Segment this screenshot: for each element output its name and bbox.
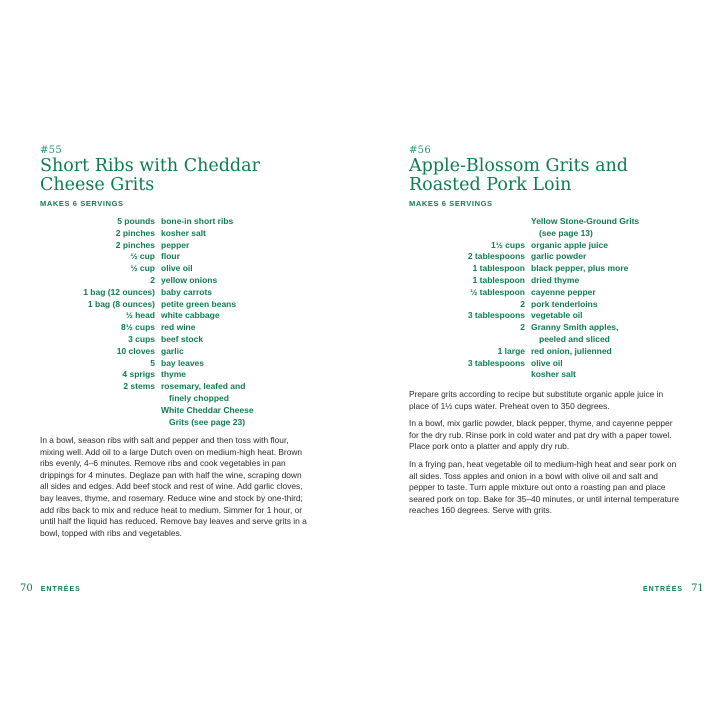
ingredient-row: [40, 251, 340, 263]
ingredient-quantity: 1 tablespoon: [472, 263, 525, 274]
ingredient-name: bay leaves: [161, 357, 205, 368]
ingredient-name: baby carrots: [161, 286, 213, 297]
ingredient-row: [409, 251, 709, 263]
method: [40, 435, 312, 545]
ingredient-quantity: ½ head: [125, 310, 155, 321]
ingredient-quantity: 10 cloves: [116, 345, 155, 356]
ingredient-row: [40, 299, 340, 311]
ingredient-item: [155, 358, 340, 370]
ingredient-quantity: 2: [520, 322, 525, 333]
ingredient-name: kosher salt: [161, 227, 206, 238]
ingredient-quantity: 1½ cups: [490, 239, 525, 250]
ingredient-name: yellow onions: [161, 274, 218, 285]
ingredient-item: [525, 240, 709, 252]
ingredient-name: olive oil: [161, 263, 193, 274]
ingredient-row: [409, 322, 709, 346]
ingredient-item: [155, 240, 340, 252]
ingredient-name: bone-in short ribs: [161, 216, 234, 226]
ingredient-quantity: [409, 216, 525, 240]
ingredient-quantity: 3 tablespoons: [467, 310, 525, 321]
ingredient-row: [409, 275, 709, 287]
ingredient-name-continued: Grits (see page 23): [169, 416, 246, 427]
folio-right: [643, 583, 704, 594]
ingredient-item: [525, 346, 709, 358]
ingredient-item: [155, 322, 340, 334]
recipe-title-line-2: Cheese Grits: [40, 175, 155, 195]
ingredient-row: [40, 240, 340, 252]
ingredient-name: rosemary, leafed and: [161, 381, 246, 392]
ingredient-item: [155, 369, 340, 381]
ingredient-row: [40, 263, 340, 275]
page-number: 70: [20, 583, 33, 594]
ingredient-quantity: 2: [520, 298, 525, 309]
ingredient-name: garlic powder: [531, 251, 587, 262]
ingredient-quantity: 5 pounds: [117, 216, 155, 226]
ingredient-name-continued: finely chopped: [169, 392, 229, 403]
ingredient-name: petite green beans: [161, 298, 237, 309]
ingredient-quantity: 2 pinches: [115, 239, 155, 250]
method-paragraph: In a bowl, mix garlic powder, black pepper, thyme, and cayenne pepper for the dry rub. Rinse pork in cold water and pat dry with a paper towel. Place pork onto a platter and apply dry rub.: [409, 418, 673, 452]
ingredient-row: [40, 381, 340, 405]
ingredient-row: [40, 405, 340, 429]
ingredient-item: [155, 405, 340, 429]
ingredient-name: white cabbage: [161, 310, 220, 321]
ingredient-item: [155, 299, 340, 311]
ingredient-name: organic apple juice: [531, 239, 608, 250]
ingredient-name: olive oil: [531, 357, 563, 368]
ingredient-item: [525, 275, 709, 287]
ingredient-quantity: ½ cup: [130, 251, 155, 262]
ingredient-quantity: 4 sprigs: [122, 369, 155, 380]
method-paragraph: Prepare grits according to recipe but substitute organic apple juice in place of 1½ cups water. Preheat oven to 350 degrees.: [409, 389, 664, 411]
ingredient-name: Yellow Stone-Ground Grits: [531, 216, 640, 226]
ingredient-list: [409, 216, 709, 381]
ingredient-quantity: [409, 369, 525, 381]
ingredient-name: red wine: [161, 322, 196, 333]
ingredient-row: [40, 216, 340, 228]
ingredient-quantity: 3 cups: [128, 333, 155, 344]
ingredient-item: [155, 346, 340, 358]
ingredient-row: [40, 358, 340, 370]
ingredient-item: [525, 369, 709, 381]
ingredient-name: red onion, julienned: [531, 345, 612, 356]
ingredient-name: beef stock: [161, 333, 204, 344]
ingredient-row: [40, 322, 340, 334]
ingredient-row: [40, 310, 340, 322]
ingredient-quantity: 2 pinches: [115, 227, 155, 238]
method: [409, 389, 681, 523]
ingredient-item: [155, 381, 340, 405]
ingredient-item: [525, 263, 709, 275]
ingredient-name: garlic: [161, 345, 184, 356]
ingredient-row: [409, 346, 709, 358]
ingredient-name: flour: [161, 251, 180, 262]
ingredient-name: cayenne pepper: [531, 286, 596, 297]
ingredient-row: [40, 334, 340, 346]
ingredient-quantity: 5: [150, 357, 155, 368]
ingredient-item: [525, 322, 709, 346]
recipe-title: [40, 157, 340, 195]
ingredient-row: [40, 346, 340, 358]
ingredient-name: vegetable oil: [531, 310, 583, 321]
ingredient-item: [155, 251, 340, 263]
ingredient-name: pepper: [161, 239, 190, 250]
ingredient-list: [40, 216, 340, 428]
ingredient-item: [155, 287, 340, 299]
ingredient-item: [525, 299, 709, 311]
folio-left: [20, 583, 81, 594]
ingredient-item: [525, 287, 709, 299]
servings: MAKES 6 SERVINGS: [409, 199, 493, 208]
recipe-title-line-2: Roasted Pork Loin: [409, 175, 572, 195]
ingredient-item: [155, 334, 340, 346]
ingredient-row: [409, 358, 709, 370]
ingredient-quantity: [40, 405, 155, 429]
ingredient-name: kosher salt: [531, 369, 576, 380]
ingredient-item: [155, 216, 340, 228]
ingredient-item: [525, 358, 709, 370]
ingredient-name: pork tenderloins: [531, 298, 598, 309]
ingredient-name-continued: (see page 13): [539, 227, 593, 238]
page-number: 71: [691, 583, 704, 594]
ingredient-row: [40, 275, 340, 287]
ingredient-quantity: 1 bag (12 ounces): [83, 286, 155, 297]
recipe-number: #56: [409, 145, 432, 156]
ingredient-name-continued: peeled and sliced: [539, 333, 610, 344]
ingredient-quantity: 2 tablespoons: [467, 251, 525, 262]
ingredient-item: [155, 275, 340, 287]
ingredient-row: [409, 369, 709, 381]
ingredient-quantity: 1 bag (8 ounces): [87, 298, 155, 309]
recipe-title: [409, 157, 709, 195]
ingredient-row: [40, 369, 340, 381]
ingredient-quantity: 3 tablespoons: [467, 357, 525, 368]
ingredient-name: thyme: [161, 369, 187, 380]
ingredient-row: [409, 310, 709, 322]
ingredient-item: [525, 251, 709, 263]
ingredient-row: [409, 240, 709, 252]
ingredient-row: [40, 228, 340, 240]
ingredient-quantity: ½ cup: [130, 263, 155, 274]
recipe-number: #55: [40, 145, 63, 156]
section-label: ENTRÉES: [643, 586, 684, 593]
ingredient-quantity: ½ tablespoon: [470, 286, 525, 297]
ingredient-name: White Cheddar Cheese: [161, 404, 254, 415]
ingredient-quantity: 2 stems: [123, 381, 155, 392]
ingredient-name: Granny Smith apples,: [531, 322, 619, 333]
ingredient-item: [525, 310, 709, 322]
ingredient-row: [409, 299, 709, 311]
ingredient-row: [409, 263, 709, 275]
ingredient-item: [155, 228, 340, 240]
ingredient-row: [409, 216, 709, 240]
ingredient-item: [155, 310, 340, 322]
ingredient-row: [409, 287, 709, 299]
ingredient-quantity: 2: [150, 274, 155, 285]
ingredient-item: [525, 216, 709, 240]
section-label: ENTRÉES: [40, 586, 81, 593]
ingredient-name: black pepper, plus more: [531, 263, 629, 274]
method-paragraph: In a frying pan, heat vegetable oil to medium-high heat and sear pork on all sides. Toss apples and onion in a bowl with olive oil and salt and pepper to taste. Turn apple mixture out onto a roasting pan and place seared pork on top. Bake for 35–40 minutes, or until internal temperature reaches 160 degrees. Serve with grits.: [409, 458, 680, 516]
ingredient-row: [40, 287, 340, 299]
ingredient-quantity: 1 tablespoon: [472, 274, 525, 285]
servings: MAKES 6 SERVINGS: [40, 199, 124, 208]
recipe-title-line-1: Apple-Blossom Grits and: [409, 156, 628, 176]
ingredient-quantity: 8½ cups: [120, 322, 155, 333]
ingredient-quantity: 1 large: [497, 345, 525, 356]
ingredient-name: dried thyme: [531, 274, 580, 285]
ingredient-item: [155, 263, 340, 275]
method-paragraph: In a bowl, season ribs with salt and pepper and then toss with flour, mixing well. Add oil to a large Dutch oven on medium-high heat. Brown ribs evenly, 4–6 minutes. Remove ribs and cook vegetables in pan drippings for 4 minutes. Deglaze pan with half the wine, scraping down all sides and edges. Add beef stock and rest of wine. Add garlic cloves, bay leaves, thyme, and rosemary. Reduce wine and stock by one-third; add ribs back to mix and reduce heat to medium. Simmer for 1 hour, or until half the liquid has reduced. Remove bay leaves and serve grits in a bowl, topped with ribs and vegetables.: [40, 435, 307, 538]
recipe-title-line-1: Short Ribs with Cheddar: [40, 156, 260, 176]
